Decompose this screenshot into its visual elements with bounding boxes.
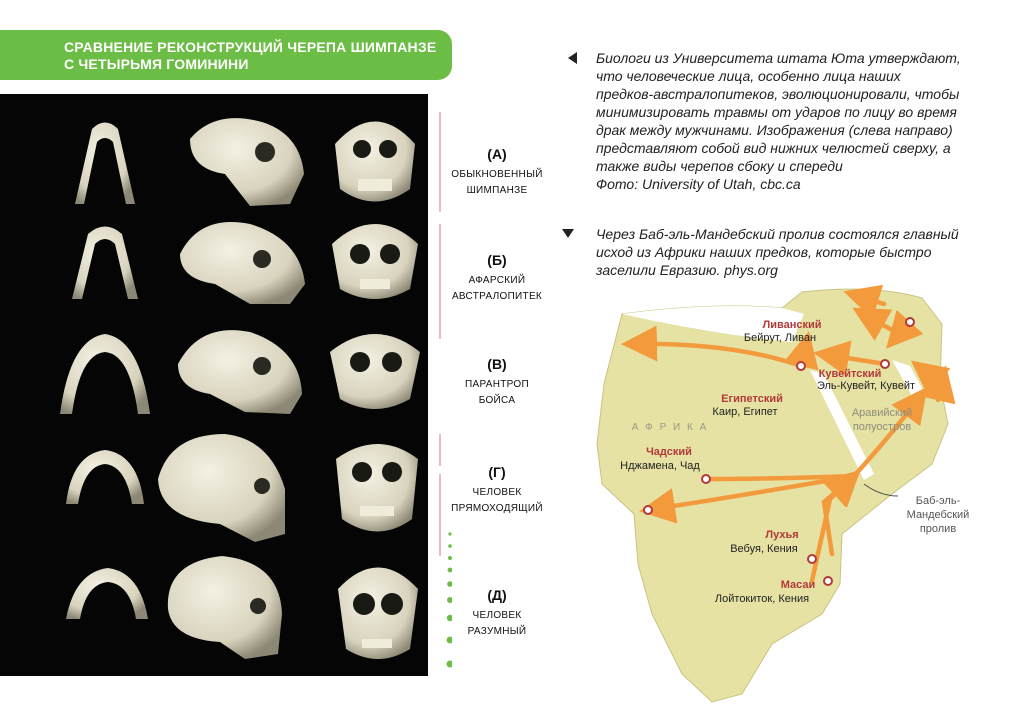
- site-place-maasai: Лойтокиток, Кения: [714, 593, 810, 605]
- caption-line: что человеческие лица, особенно лица наших: [596, 68, 901, 84]
- skull-side-view-australopithecus: [180, 222, 305, 304]
- specimen-label-d: [440, 464, 554, 517]
- caption-line: минимизировать травмы от ударов по лицу во время: [596, 104, 957, 120]
- skull-side-view-homo-erectus: [158, 434, 285, 542]
- skull-front-view-homo-erectus: [336, 444, 418, 532]
- specimen-label-b: [440, 252, 554, 305]
- skull-side-view-chimp: [190, 118, 304, 206]
- skull-front-view-paranthropus: [330, 334, 420, 409]
- specimen-name-line-1: ПАРАНТРОП: [465, 379, 529, 390]
- skull-comparison-photo: [0, 94, 428, 676]
- specimen-name-line-2: БОЙСА: [478, 395, 516, 406]
- site-name-luhya: Лухья: [765, 529, 799, 541]
- caption-line: Через Баб-эль-Мандебский пролив состоялся главный: [596, 226, 959, 242]
- region-arabia-label-2: полуостров: [852, 421, 912, 433]
- caption-skulls: [596, 49, 961, 193]
- caption-line: Биологи из Университета штата Юта утверждают,: [596, 50, 961, 66]
- strait-label-3: пролив: [919, 523, 957, 535]
- caption-map: [596, 225, 959, 279]
- specimen-name-line-1: АФАРСКИЙ: [468, 275, 526, 286]
- site-name-kuwaiti: Кувейтский: [818, 368, 882, 380]
- site-name-chad: Чадский: [646, 446, 692, 458]
- migration-map: [592, 284, 992, 704]
- specimen-letter: (В): [487, 356, 507, 372]
- specimen-letter: (Б): [487, 252, 507, 268]
- site-name-maasai: Масаи: [780, 579, 816, 591]
- site-place-luhya: Вебуя, Кения: [730, 543, 798, 555]
- jaw-top-view-homo-sapiens: [66, 568, 148, 619]
- site-name-lebanese: Ливанский: [762, 319, 822, 331]
- title-line-2: С ЧЕТЫРЬМЯ ГОМИНИНИ: [64, 56, 249, 72]
- title-line-1: СРАВНЕНИЕ РЕКОНСТРУКЦИЙ ЧЕРЕПА ШИМПАНЗЕ: [64, 39, 437, 55]
- jaw-top-view-australopithecus: [72, 227, 138, 300]
- site-name-egyptian: Египетский: [721, 393, 783, 405]
- jaw-top-view-chimp: [75, 123, 135, 205]
- specimen-label-a: [440, 146, 554, 199]
- skull-illustrations: [0, 94, 428, 676]
- site-place-egyptian: Каир, Египет: [712, 406, 778, 418]
- site-place-kuwaiti: Эль-Кувейт, Кувейт: [816, 380, 916, 392]
- specimen-label-c: [440, 356, 554, 409]
- site-place-chad: Нджамена, Чад: [620, 460, 700, 472]
- skull-front-view-homo-sapiens: [338, 568, 418, 660]
- pointer-left-icon: [568, 52, 577, 64]
- strait-label-2: Мандебский: [906, 509, 970, 521]
- skull-front-view-chimp: [335, 122, 415, 202]
- jaw-top-view-homo-erectus: [66, 450, 144, 504]
- specimen-name-line-1: ЧЕЛОВЕК: [472, 487, 522, 498]
- specimen-name-line-2: АВСТРАЛОПИТЕК: [451, 291, 543, 302]
- specimen-name-line-1: ОБЫКНОВЕННЫЙ: [451, 169, 543, 180]
- region-africa-label: А Ф Р И К А: [631, 422, 709, 433]
- caption-line: исход из Африки наших предков, которые быстро: [596, 244, 932, 260]
- caption-line: драк между мужчинами. Изображения (слева направо): [596, 122, 953, 138]
- specimen-letter: (А): [487, 146, 507, 162]
- specimen-letter: (Д): [487, 587, 507, 603]
- specimen-name-line-1: ЧЕЛОВЕК: [472, 610, 522, 621]
- specimen-label-e: [440, 587, 554, 640]
- caption-line: предков-австралопитеков, эволюционировали, чтобы: [596, 86, 960, 102]
- specimen-name-line-2: ШИМПАНЗЕ: [466, 185, 528, 196]
- jaw-top-view-paranthropus: [60, 334, 150, 414]
- strait-label-1: Баб-эль-: [915, 495, 961, 507]
- site-place-lebanese: Бейрут, Ливан: [743, 332, 817, 344]
- specimen-name-line-2: ПРЯМОХОДЯЩИЙ: [451, 503, 543, 514]
- skull-side-view-homo-sapiens: [168, 556, 282, 659]
- region-arabia-label-1: Аравийский: [851, 407, 913, 419]
- caption-line: представляют собой вид нижних челюстей сверху, а: [596, 140, 951, 156]
- caption-line: также виды черепов сбоку и спереди: [596, 158, 843, 174]
- specimen-letter: (Г): [488, 464, 506, 480]
- skull-front-view-australopithecus: [332, 224, 418, 299]
- caption-line: Фото: University of Utah, cbc.ca: [596, 176, 801, 192]
- caption-line: заселили Евразию. phys.org: [596, 262, 778, 278]
- specimen-name-line-2: РАЗУМНЫЙ: [467, 626, 527, 637]
- skull-side-view-paranthropus: [178, 330, 302, 414]
- title-banner: [0, 30, 452, 80]
- pointer-down-icon: [562, 229, 574, 238]
